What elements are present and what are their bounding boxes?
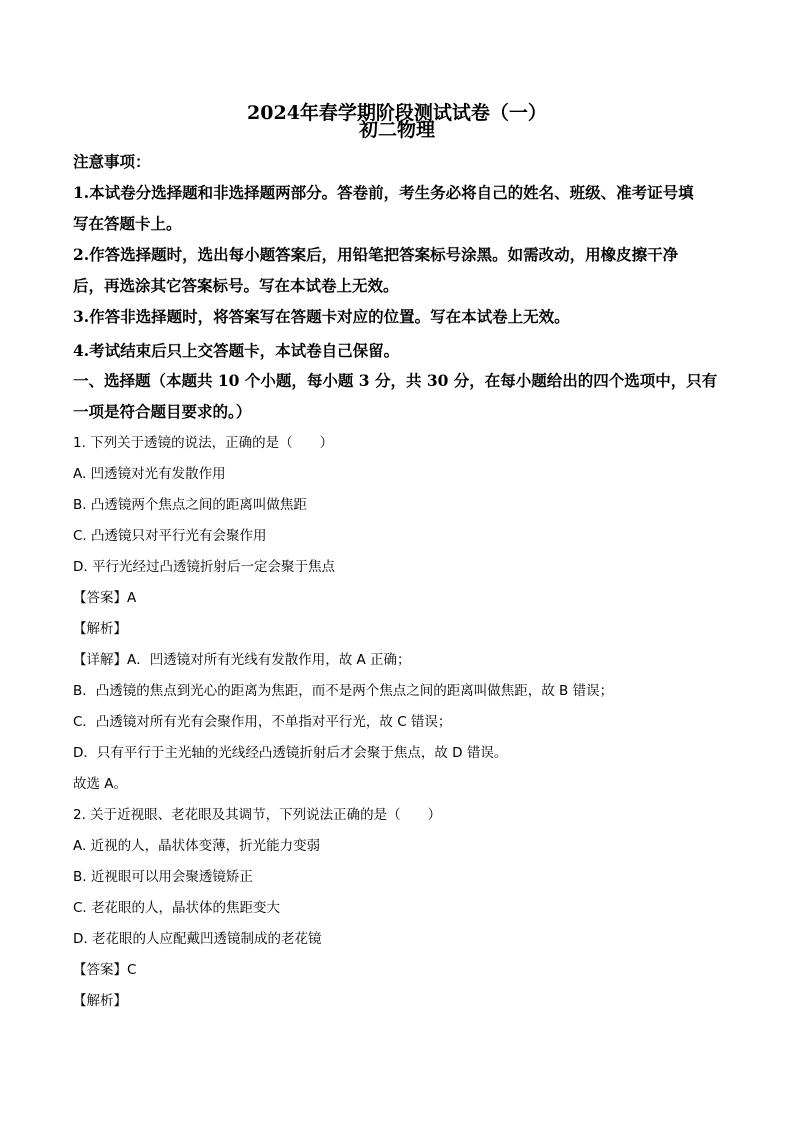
analysis-label: 【解析】: [73, 621, 127, 637]
option: C. 老花眼的人，晶状体的焦距变大: [73, 900, 281, 916]
question-stem: 2. 关于近视眼、老花眼及其调节，下列说法正确的是（ ）: [73, 807, 442, 823]
notice-heading: 注意事项：: [73, 152, 151, 171]
option: B. 近视眼可以用会聚透镜矫正: [73, 869, 253, 885]
option: A. 近视的人，晶状体变薄，折光能力变弱: [73, 838, 321, 854]
analysis-detail: D．只有平行于主光轴的光线经凸透镜折射后才会聚于焦点，故 D 错误。: [73, 745, 508, 761]
section-heading: 一项是符合题目要求的。）: [73, 402, 252, 421]
notice-item: 4.考试结束后只上交答题卡，本试卷自己保留。: [73, 341, 400, 360]
analysis-detail: C．凸透镜对所有光有会聚作用，不单指对平行光，故 C 错误；: [73, 714, 452, 730]
notice-item: 1.本试卷分选择题和非选择题两部分。答卷前，考生务必将自己的姓名、班级、准考证号填: [73, 183, 694, 202]
section-heading: 一、选择题（本题共 10 个小题，每小题 3 分，共 30 分，在每小题给出的四个选项中，只有: [73, 371, 718, 390]
answer: 【答案】A: [73, 590, 137, 606]
notice-item: 后，再选涂其它答案标号。写在本试卷上无效。: [73, 276, 399, 295]
page-subtitle: 初二物理: [358, 119, 435, 141]
analysis-detail: 【详解】A．凹透镜对所有光线有发散作用，故 A 正确；: [73, 652, 411, 668]
analysis-conclusion: 故选 A。: [73, 776, 128, 792]
option: D. 平行光经过凸透镜折射后一定会聚于焦点: [73, 559, 335, 575]
notice-item: 写在答题卡上。: [73, 214, 182, 233]
notice-item: 2.作答选择题时，选出每小题答案后，用铅笔把答案标号涂黑。如需改动，用橡皮擦干净: [73, 245, 679, 264]
option: B. 凸透镜两个焦点之间的距离叫做焦距: [73, 497, 307, 513]
analysis-label: 【解析】: [73, 993, 127, 1009]
notice-item: 3.作答非选择题时，将答案写在答题卡对应的位置。写在本试卷上无效。: [73, 307, 570, 326]
option: C. 凸透镜只对平行光有会聚作用: [73, 528, 267, 544]
question-stem: 1. 下列关于透镜的说法，正确的是（ ）: [73, 435, 334, 451]
analysis-detail: B．凸透镜的焦点到光心的距离为焦距，而不是两个焦点之间的距离叫做焦距，故 B 错误；: [73, 683, 614, 699]
option: D. 老花眼的人应配戴凹透镜制成的老花镜: [73, 931, 322, 947]
answer: 【答案】C: [73, 962, 137, 978]
option: A. 凹透镜对光有发散作用: [73, 466, 226, 482]
page-title: 2024年春学期阶段测试试卷（一）: [247, 102, 547, 124]
